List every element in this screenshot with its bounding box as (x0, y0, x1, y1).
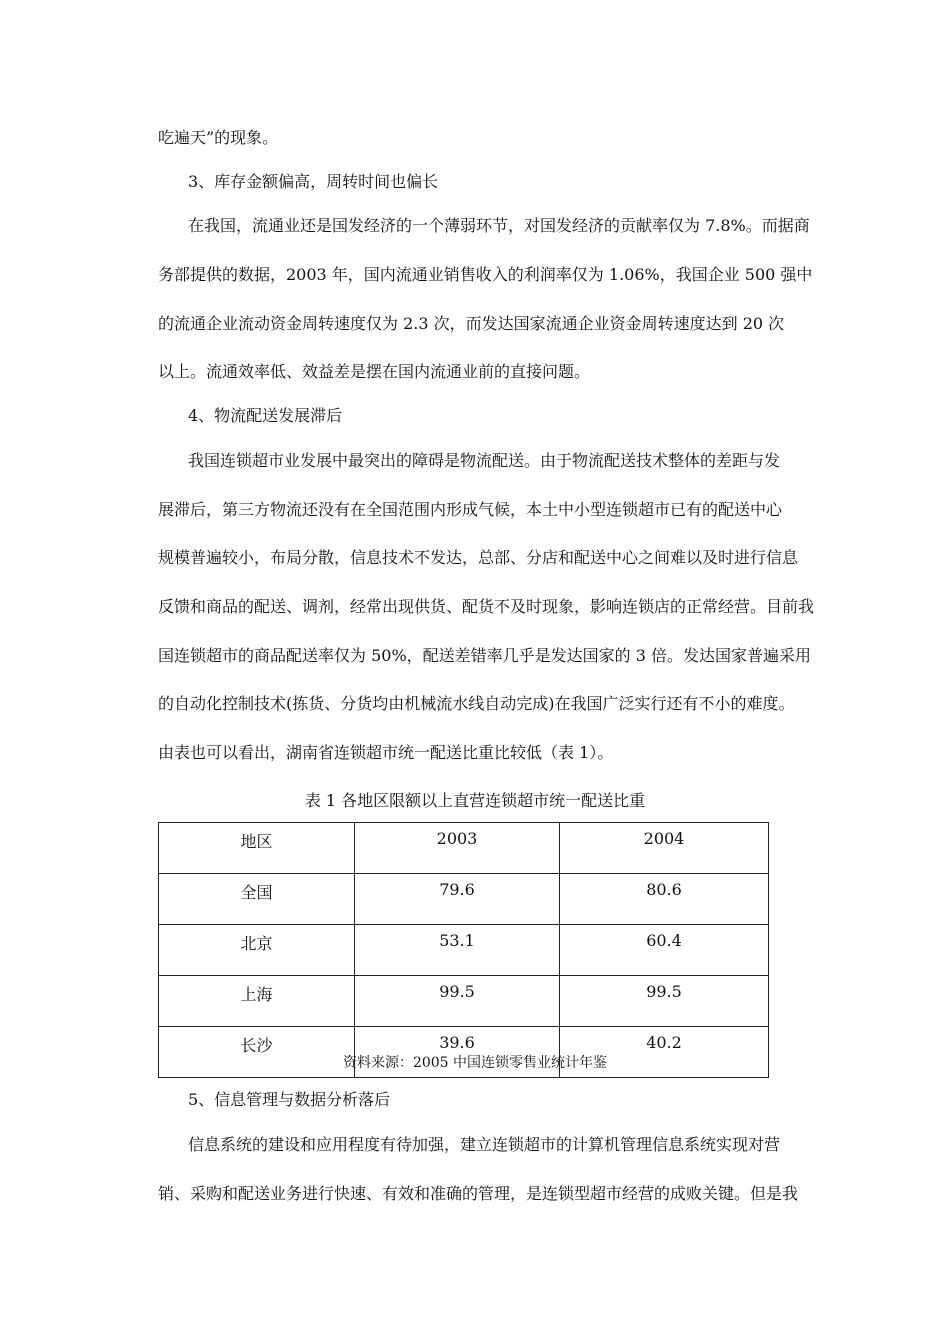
text-line: 我国连锁超市业发展中最突出的障碍是物流配送。由于物流配送技术整体的差距与发 (188, 451, 781, 470)
table-row (159, 925, 769, 976)
text-line: 由表也可以看出，湖南省连锁超市统一配送比重比较低（表 1）。 (158, 743, 614, 762)
distribution-ratio-table (158, 822, 769, 1078)
table-cell: 北京 (159, 925, 355, 976)
table-cell: 60.4 (560, 925, 769, 976)
table-cell: 99.5 (560, 976, 769, 1027)
table-row (159, 874, 769, 925)
text-line: 吃遍天”的现象。 (158, 128, 279, 147)
section-heading-4: 4、物流配送发展滞后 (188, 406, 343, 425)
text-line: 在我国，流通业还是国发经济的一个薄弱环节，对国发经济的贡献率仅为 7.8%。而据商 (188, 216, 810, 235)
text-line: 以上。流通效率低、效益差是摆在国内流通业前的直接问题。 (158, 362, 591, 381)
header-cell: 地区 (159, 823, 355, 874)
section-heading-3: 3、库存金额偏高，周转时间也偏长 (188, 172, 439, 191)
table-cell: 53.1 (355, 925, 560, 976)
header-cell: 2004 (560, 823, 769, 874)
text-line: 国连锁超市的商品配送率仅为 50%，配送差错率几乎是发达国家的 3 倍。发达国家普遍采用 (158, 646, 812, 665)
text-line: 销、采购和配送业务进行快速、有效和准确的管理，是连锁型超市经营的成败关键。但是我 (158, 1184, 799, 1203)
table-cell: 39.6 (355, 1027, 560, 1078)
table-cell: 79.6 (355, 874, 560, 925)
table-cell: 80.6 (560, 874, 769, 925)
table-cell: 长沙 (159, 1027, 355, 1078)
text-line: 信息系统的建设和应用程度有待加强，建立连锁超市的计算机管理信息系统实现对营 (188, 1135, 781, 1154)
text-line: 的自动化控制技术(拣货、分货均由机械流水线自动完成)在我国广泛实行还有不小的难度。 (158, 694, 795, 713)
section-heading-5: 5、信息管理与数据分析落后 (188, 1090, 391, 1109)
table-caption: 表 1 各地区限额以上直营连锁超市统一配送比重 (304, 791, 646, 810)
text-line: 展滞后，第三方物流还没有在全国范围内形成气候，本土中小型连锁超市已有的配送中心 (158, 500, 783, 519)
table-row (159, 976, 769, 1027)
text-line: 反馈和商品的配送、调剂，经常出现供货、配货不及时现象，影响连锁店的正常经营。目前我 (158, 597, 815, 616)
text-line: 的流通企业流动资金周转速度仅为 2.3 次，而发达国家流通企业资金周转速度达到 20 次 (158, 314, 785, 333)
table-cell: 40.2 (560, 1027, 769, 1078)
table-cell: 上海 (159, 976, 355, 1027)
table-source-note: 资料来源：2005 中国连锁零售业统计年鉴 (342, 1055, 608, 1071)
table-cell: 全国 (159, 874, 355, 925)
table-header-row (159, 823, 769, 874)
text-line: 务部提供的数据，2003 年，国内流通业销售收入的利润率仅为 1.06%，我国企业 500 强中 (158, 265, 813, 284)
text-line: 规模普遍较小，布局分散，信息技术不发达，总部、分店和配送中心之间难以及时进行信息 (158, 548, 799, 567)
header-cell: 2003 (355, 823, 560, 874)
table-cell: 99.5 (355, 976, 560, 1027)
